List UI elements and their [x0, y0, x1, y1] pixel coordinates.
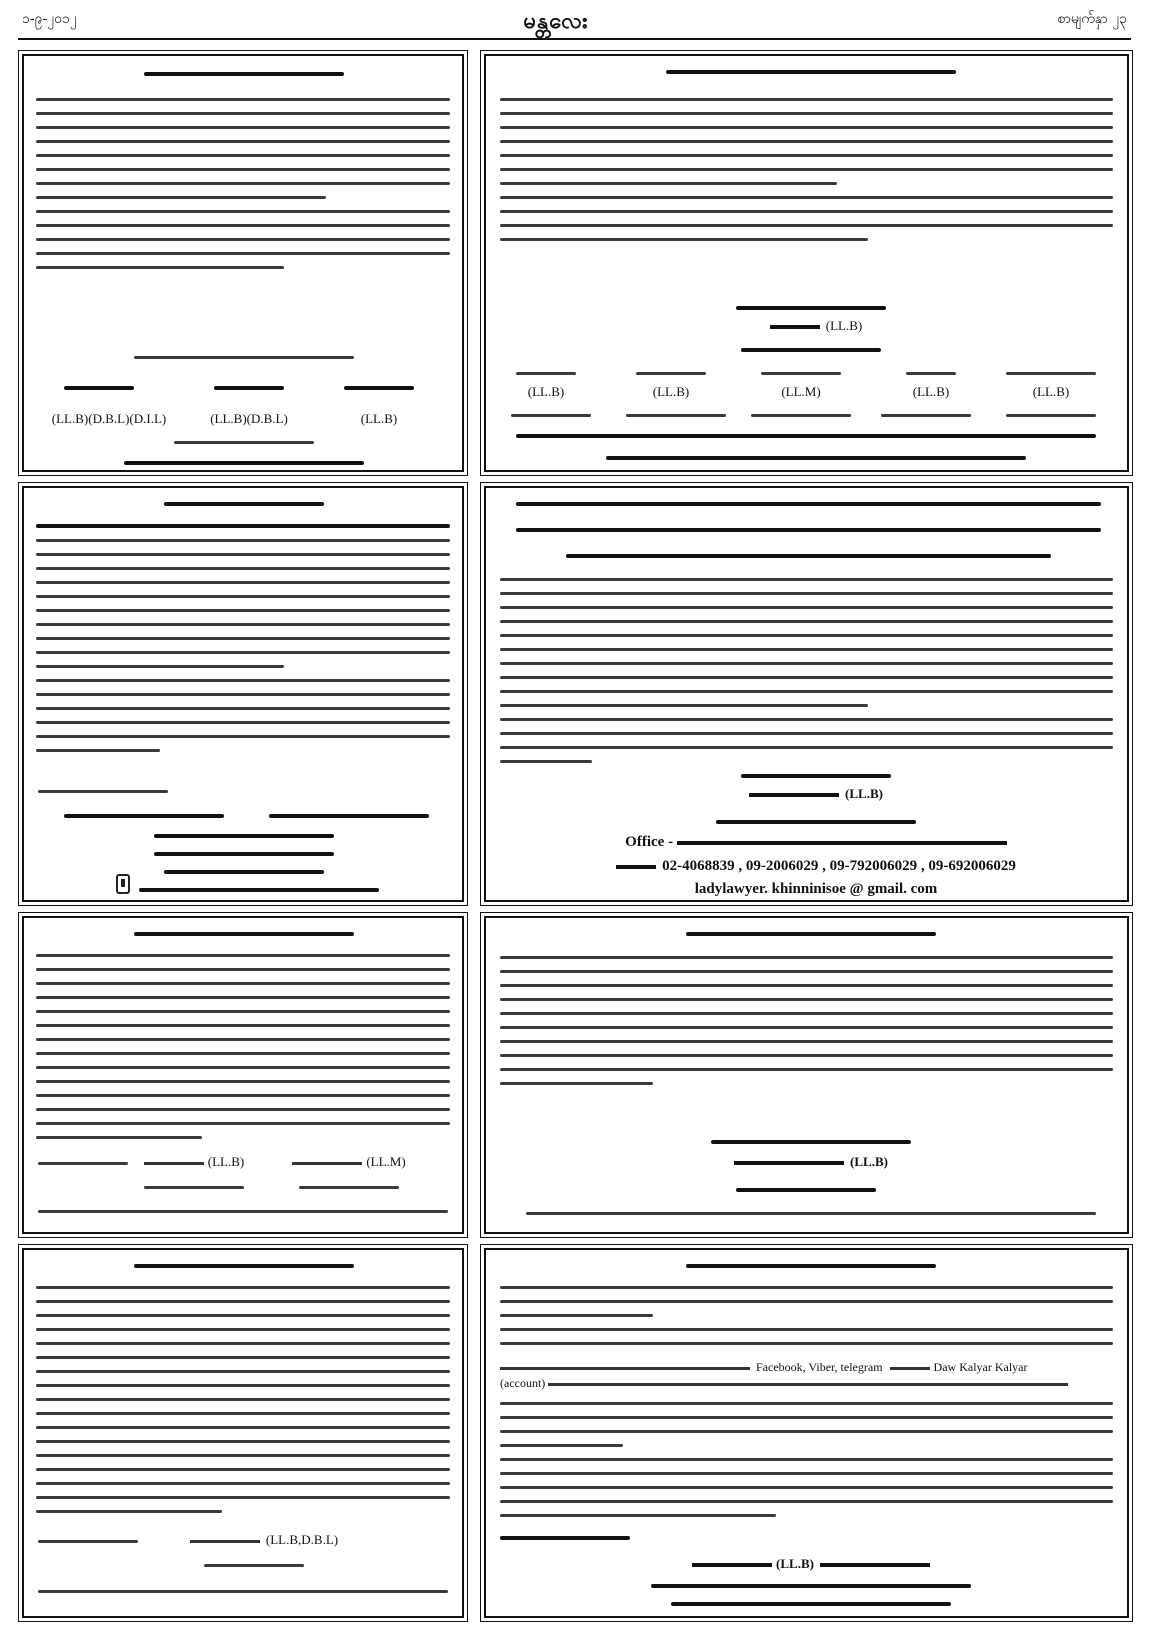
- notice-8: [484, 1248, 1129, 1618]
- notice-7-signer: (LL.B,D.B.L): [174, 1532, 354, 1548]
- issue-date-text: ၁-၉-၂၀၁၂: [22, 10, 77, 27]
- signer-c-quals: (LL.M): [781, 384, 821, 399]
- page-number-text: စာမျက်နှာ ၂၃: [1057, 10, 1127, 27]
- phone-icon: [116, 874, 130, 894]
- notice-3-title: [164, 502, 324, 506]
- notice-6-body: [500, 956, 1113, 1096]
- notice-6-signer: (LL.B): [706, 1154, 916, 1170]
- signer-y: (LL.M): [274, 1154, 424, 1170]
- notice-8-signer: (LL.B): [666, 1556, 956, 1572]
- notice-5-body: [36, 954, 450, 1150]
- header-rule: [18, 38, 1131, 40]
- masthead-logo: [486, 2, 626, 42]
- notice-4-phones: 02-4068839 , 09-2006029 , 09-792006029 , 09-692006029: [556, 858, 1076, 875]
- notice-1-sign-heading: [134, 356, 354, 359]
- signer-e-quals: (LL.B): [1032, 384, 1070, 399]
- signer-x: (LL.B): [124, 1154, 264, 1170]
- notice-4-title: [516, 502, 1101, 506]
- notice-4-office: Office -: [556, 834, 1076, 851]
- notice-3-body: [36, 524, 450, 763]
- notice-4-body: [500, 578, 1113, 774]
- notice-2: [484, 54, 1129, 472]
- notice-2-body: [500, 98, 1113, 252]
- masthead-text: မန္တလေး: [523, 8, 589, 34]
- signer-a-quals: (LL.B): [527, 384, 565, 399]
- notice-7: [22, 1248, 464, 1618]
- notice-8-body-2: [500, 1402, 1113, 1528]
- notice-7-title: [134, 1264, 354, 1268]
- notice-4: [484, 486, 1129, 902]
- notice-5-title: [134, 932, 354, 936]
- page-number: [867, 6, 1127, 32]
- notice-2-title: [666, 70, 956, 74]
- notice-1: [22, 54, 464, 472]
- notice-6-title: [686, 932, 936, 936]
- notice-8-title: [686, 1264, 936, 1268]
- signer-b-quals: (LL.B): [652, 384, 690, 399]
- notice-3: [22, 486, 464, 902]
- notice-4-signer: (LL.B): [731, 786, 901, 802]
- signer-2-quals: (LL.B)(D.B.L): [210, 411, 288, 426]
- notice-7-body: [36, 1286, 450, 1524]
- notice-4-email: ladylawyer. khinninisoe @ gmail. com: [694, 881, 938, 897]
- signer-3-quals: (LL.B): [360, 411, 398, 426]
- notice-5: [22, 916, 464, 1234]
- notice-8-account-line: (account): [500, 1376, 1117, 1391]
- signer-d-quals: (LL.B): [912, 384, 950, 399]
- notice-8-body: [500, 1286, 1113, 1356]
- signer-1-quals: (LL.B)(D.B.L)(D.I.L): [51, 411, 167, 426]
- notice-1-body: [36, 98, 450, 280]
- issue-date: [22, 6, 282, 32]
- lead-lawyer-quals: (LL.B): [756, 318, 876, 334]
- notice-6: [484, 916, 1129, 1234]
- notice-8-latin-line: Facebook, Viber, telegram Daw Kalyar Kalyar: [500, 1360, 1117, 1375]
